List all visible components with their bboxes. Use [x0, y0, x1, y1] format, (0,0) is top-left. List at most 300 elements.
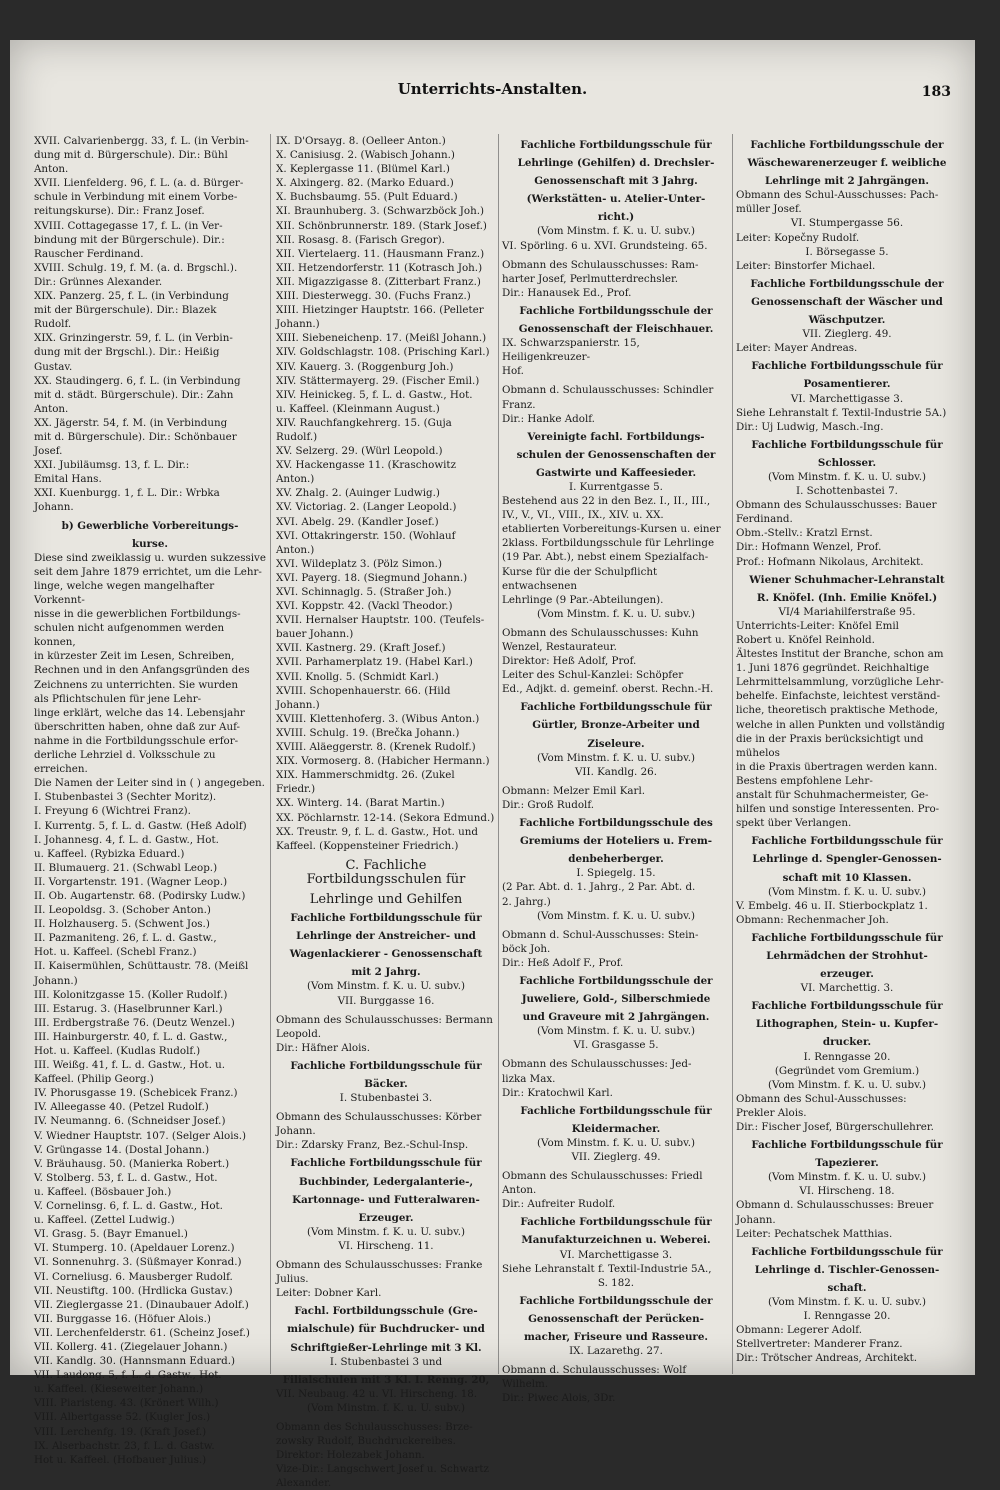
section-heading: Vereinigte fachl. Fortbildungs- [527, 430, 705, 443]
text-line: Dir.: Fischer Josef, Bürgerschullehrer. [736, 1121, 934, 1133]
section-heading: b) Gewerbliche Vorbereitungs- [61, 519, 239, 532]
text-line: Stellvertreter: Manderer Franz. [736, 1338, 903, 1351]
section-heading: (Werkstätten- u. Atelier-Unter- [526, 193, 706, 206]
text-line: X. Alxingerg. 82. (Marko Eduard.) [276, 177, 454, 190]
text-line: Kaffeel. (Philip Georg.) [34, 1073, 154, 1086]
section-heading: Fachl. Fortbildungsschule (Gre- [294, 1305, 478, 1318]
text-line: Dir.: Aufreiter Rudolf. [502, 1198, 616, 1211]
chapter-heading: C. Fachliche Fortbildungsschulen für [306, 857, 466, 887]
text-line: (Vom Minstm. f. K. u. U. subv.) [536, 1025, 696, 1038]
text-line: Rechnen und in den Anfangsgründen des [34, 664, 250, 677]
text-line: I. Johannesg. 4, f. L. d. Gastw., Hot. [34, 833, 219, 846]
text-line: Obmann des Schulausschusses: Bermann [276, 1013, 493, 1026]
text-line: VII. Kandlg. 26. [575, 765, 657, 778]
section-heading: Lehrmädchen der Strohhut- [766, 949, 928, 962]
section-heading: Posamentierer. [803, 378, 891, 391]
text-line: Johann.) [276, 318, 320, 331]
text-line: die in der Praxis berücksichtigt und mühelos [736, 732, 924, 759]
section-heading: Lehrlinge (Gehilfen) d. Drechsler- [517, 157, 715, 170]
section-heading: Tapezierer. [815, 1157, 879, 1170]
text-line: XV. Selzerg. 29. (Würl Leopold.) [276, 445, 443, 458]
section-heading: Fachliche Fortbildungsschule für [751, 835, 943, 848]
text-line: (Vom Minstm. f. K. u. U. subv.) [767, 470, 927, 483]
text-line: u. Kaffeel. (Zettel Ludwig.) [34, 1214, 175, 1227]
text-line: in die Praxis übertragen werden kann. [736, 760, 938, 773]
text-line: VI. Grasgasse 5. [573, 1039, 659, 1052]
section-heading: Bäcker. [364, 1078, 408, 1090]
text-line: I. Schottenbastei 7. [796, 485, 898, 498]
text-line: linge, welche wegen mangelhafter Vorkennt- [34, 579, 215, 606]
text-line: u. Kaffeel. (Kleinmann August.) [276, 402, 440, 415]
text-line: schulen nicht aufgenommen werden konnen, [34, 622, 225, 649]
text-line: Leiter: Pechatschek Matthias. [736, 1227, 893, 1240]
text-line: VII. Neustiftg. 100. (Hrdlicka Gustav.) [34, 1284, 233, 1297]
text-line: XIV. Kauerg. 3. (Roggenburg Joh.) [276, 360, 454, 373]
section-heading: und Graveure mit 2 Jahrgängen. [522, 1011, 710, 1024]
section-heading: Gastwirte und Kaffeesieder. [535, 466, 697, 479]
text-line: IX. Lazarethg. 27. [569, 1345, 663, 1358]
text-line: Obm.-Stellv.: Kratzl Ernst. [736, 527, 873, 540]
text-line: VIII. Albertgasse 52. (Kugler Jos.) [34, 1411, 211, 1424]
text-line: VII. Kollerg. 41. (Ziegelauer Johann.) [34, 1340, 228, 1353]
section-heading: denbeherberger. [568, 853, 664, 866]
text-line: VII. Zieglerg. 49. [802, 328, 892, 341]
text-line: Obmann des Schulausschusses: Jed- [502, 1058, 692, 1071]
text-line: XVIII. Schulg. 19, f. M. (a. d. Brgschl.). [34, 261, 238, 274]
text-line: Ältestes Institut der Branche, schon am [736, 648, 944, 661]
text-line: Leopold. [276, 1027, 322, 1040]
text-line: anstalt für Schuhmachermeister, Ge- [736, 789, 929, 802]
section-heading: schaft mit 10 Klassen. [782, 871, 912, 884]
text-line: VI. Stumpergasse 56. [790, 217, 904, 230]
text-line: VI. Spörling. 6 u. XVI. Grundsteing. 65. [502, 239, 708, 252]
text-line: III. Weißg. 41, f. L. d. Gastw., Hot. u. [34, 1059, 226, 1072]
text-line: Franz. [502, 398, 536, 411]
text-line: Gustav. [34, 360, 73, 373]
text-line: Anton. [34, 402, 69, 415]
column-3 [502, 134, 730, 1405]
text-line: Obmann: Rechenmacher Joh. [736, 913, 889, 926]
text-line: Zeichnens zu unterrichten. Sie wurden [34, 678, 239, 691]
text-line: II. Vorgartenstr. 191. (Wagner Leop.) [34, 875, 228, 888]
text-line: derliche Lehrziel d. Volksschule zu erreichen. [34, 749, 216, 776]
text-line: S. 182. [597, 1276, 635, 1289]
text-line: bauer Johann.) [276, 628, 354, 641]
text-line: nahme in die Fortbildungsschule erfor- [34, 734, 239, 747]
text-line: VII. Kandlg. 30. (Hannsmann Eduard.) [34, 1355, 236, 1368]
page-number: 183 [921, 84, 951, 100]
text-line: VII. Burggasse 16. [337, 994, 435, 1007]
text-line: I. Kurrentg. 5, f. L. d. Gastw. (Heß Adolf) [34, 819, 247, 832]
text-line: IX. D'Orsayg. 8. (Oelleer Anton.) [276, 135, 446, 147]
text-line: I. Renngasse 20. [803, 1050, 891, 1063]
section-heading: Fachliche Fortbildungsschule der [519, 974, 713, 987]
text-line: XIII. Hietzinger Hauptstr. 166. (Pelleter [276, 304, 484, 317]
text-line: XIX. Panzerg. 25, f. L. (in Verbindung [34, 290, 229, 303]
section-heading: Lithographen, Stein- u. Kupfer- [755, 1018, 939, 1031]
text-line: VI. Hirscheng. 11. [338, 1239, 434, 1252]
section-heading: Genossenschaft der Wäscher und [751, 295, 943, 308]
chapter-heading: Lehrlinge und Gehilfen [309, 891, 463, 907]
text-line: Dir.: Häfner Alois. [276, 1041, 370, 1054]
text-line: XVII. Kastnerg. 29. (Kraft Josef.) [276, 642, 446, 655]
text-line: Alexander. [276, 1477, 332, 1490]
text-line: Lehrmittelsammlung, vorzügliche Lehr- [736, 676, 944, 689]
text-line: Obmann des Schulausschusses: Kuhn [502, 626, 699, 639]
text-line: Obmann des Schulausschusses: Bauer [736, 499, 937, 512]
text-line: (2 Par. Abt. d. 1. Jahrg., 2 Par. Abt. d. [502, 881, 696, 894]
text-line: XIX. Vormoserg. 8. (Habicher Hermann.) [276, 755, 490, 768]
text-line: (Vom Minstm. f. K. u. U. subv.) [767, 1078, 927, 1091]
text-line: XVI. Schinnaglg. 5. (Straßer Joh.) [276, 586, 452, 598]
text-line: X. Canisiusg. 2. (Wabisch Johann.) [276, 149, 455, 162]
text-line: VI. Sonnenuhrg. 3. (Süßmayer Konrad.) [34, 1256, 242, 1269]
text-line: II. Kaisermühlen, Schüttaustr. 78. (Meißl [34, 960, 249, 973]
section-heading: Fachliche Fortbildungsschule der [750, 139, 944, 151]
text-line: Vize-Dir.: Langschwert Josef u. Schwartz [276, 1463, 489, 1476]
text-line: X. Buchsbaumg. 55. (Pult Eduard.) [276, 191, 458, 204]
section-heading: drucker. [822, 1036, 872, 1049]
text-line: XV. Victoriag. 2. (Langer Leopold.) [276, 501, 457, 514]
text-line: Dir.: Hofmann Wenzel, Prof. [736, 541, 882, 554]
text-line: Siehe Lehranstalt f. Textil-Industrie 5A.) [736, 406, 947, 419]
column-1 [34, 134, 266, 1466]
text-line: Johann. [736, 1213, 776, 1226]
section-heading: Genossenschaft mit 3 Jahrg. [534, 175, 698, 188]
section-heading: Fachliche Fortbildungsschule für [751, 438, 943, 451]
text-line: V. Grüngasse 14. (Dostal Johann.) [34, 1143, 210, 1156]
text-line: Siehe Lehranstalt f. Textil-Industrie 5A., [502, 1262, 712, 1275]
text-line: mit d. Bürgerschule). Dir.: Schönbauer [34, 430, 237, 443]
text-line: u. Kaffeel. (Kieseweiter Johann.) [34, 1383, 204, 1396]
text-line: I. Stubenbastei 3 (Sechter Moritz). [34, 791, 217, 804]
text-line: welche in allen Punkten und vollständig [736, 718, 945, 731]
section-heading: Wagenlackierer - Genossenschaft [289, 948, 483, 961]
text-line: XVI. Wildeplatz 3. (Pölz Simon.) [276, 557, 442, 570]
text-line: Hot. u. Kaffeel. (Kudlas Rudolf.) [34, 1045, 201, 1057]
text-line: (Vom Minstm. f. K. u. U. subv.) [536, 1136, 696, 1149]
text-line: liche, theoretisch praktische Methode, [736, 704, 939, 717]
text-line: Ed., Adjkt. d. gemeinf. oberst. Rechn.-H. [502, 683, 714, 696]
text-line: (Vom Minstm. f. K. u. U. subv.) [767, 1171, 927, 1184]
text-line: III. Erdbergstraße 76. (Deutz Wenzel.) [34, 1016, 235, 1029]
text-line: Rudolf. [34, 318, 72, 331]
text-line: XVI. Abelg. 29. (Kandler Josef.) [276, 515, 439, 528]
text-line: Leiter: Kopečny Rudolf. [736, 231, 860, 244]
text-line: XVII. Hernalser Hauptstr. 100. (Teufels- [276, 614, 485, 627]
text-line: I. Freyung 6 (Wichtrei Franz). [34, 805, 191, 818]
text-line: spekt über Verlangen. [736, 817, 852, 830]
text-line: VI. Marchettigasse 3. [790, 392, 904, 405]
text-line: u. Kaffeel. (Bösbauer Joh.) [34, 1185, 172, 1198]
text-line: XVIII. Klettenhoferg. 3. (Wibus Anton.) [276, 712, 480, 725]
section-heading: Fachliche Fortbildungsschule für [751, 360, 943, 373]
text-line: V. Embelg. 46 u. II. Stierbockplatz 1. [736, 899, 928, 912]
text-line: II. Blumauerg. 21. (Schwabl Leop.) [34, 861, 218, 874]
section-heading: Gremiums der Hoteliers u. Frem- [519, 835, 713, 848]
text-line: I. Börsegasse 5. [805, 245, 889, 258]
text-line: Lehrlinge (9 Par.-Abteilungen). [502, 593, 664, 606]
text-line: III. Kolonitzgasse 15. (Koller Rudolf.) [34, 988, 228, 1001]
text-line: I. Stubenbastei 3 und [329, 1355, 443, 1368]
section-heading: Lehrlinge d. Tischler-Genossen- [754, 1263, 940, 1276]
text-line: Johann.) [34, 974, 78, 987]
text-line: böck Joh. [502, 942, 551, 955]
text-line: Obmann des Schul-Ausschusses: [736, 1092, 907, 1105]
text-line: Wilhelm. [502, 1378, 549, 1391]
text-line: (Vom Minstm. f. K. u. U. subv.) [536, 751, 696, 764]
column-2 [276, 134, 496, 1490]
section-heading: Fachliche Fortbildungsschule für [751, 1139, 943, 1152]
text-line: Johann. [34, 501, 74, 514]
text-line: VI. Hirscheng. 18. [799, 1185, 895, 1198]
section-heading: schulen der Genossenschaften der [516, 448, 716, 461]
text-line: mit der Bürgerschule). Dir.: Blazek [34, 304, 217, 317]
text-line: Dir.: Grünnes Alexander. [34, 275, 163, 288]
text-line: XX. Winterg. 14. (Barat Martin.) [276, 797, 445, 810]
text-line: XV. Zhalg. 2. (Auinger Ludwig.) [276, 487, 440, 500]
section-heading: Wäschewarenerzeuger f. weibliche [747, 157, 947, 170]
text-line: XXI. Kuenburgg. 1, f. L. Dir.: Wrbka [34, 487, 220, 500]
text-line: Obmann d. Schul-Ausschusses: Stein- [502, 928, 699, 941]
text-line: Direktor: Holezabek Johann. [276, 1449, 425, 1462]
text-line: XIX. Hammerschmidtg. 26. (Zukel Friedr.) [276, 769, 455, 796]
text-line: harter Josef, Perlmutterdrechsler. [502, 272, 679, 285]
text-line: XX. Pöchlarnstr. 12-14. (Sekora Edmund.) [276, 811, 495, 824]
column-4 [736, 134, 958, 1384]
text-line: Obmann: Melzer Emil Karl. [502, 784, 646, 797]
text-line: XVIII. Cottagegasse 17, f. L. (in Ver- [34, 219, 223, 232]
text-line: Dir.: Uj Ludwig, Masch.-Ing. [736, 420, 884, 433]
text-line: II. Ob. Augartenstr. 68. (Podirsky Ludw.) [34, 889, 246, 902]
text-line: bindung mit der Bürgerschule). Dir.: [34, 233, 225, 246]
section-heading: Juweliere, Gold-, Silberschmiede [521, 993, 711, 1006]
section-heading: Ziseleure. [587, 737, 645, 750]
text-line: XX. Treustr. 9, f. L. d. Gastw., Hot. und [276, 825, 479, 838]
text-line: 2. Jahrg.) [502, 895, 551, 908]
text-line: XVIII. Schopenhauerstr. 66. (Hild Johann.) [276, 684, 451, 711]
text-line: XVI. Ottakringerstr. 150. (Wohlauf Anton.) [276, 529, 456, 556]
text-line: (Vom Minstm. f. K. u. U. subv.) [306, 980, 466, 993]
text-line: (Vom Minstm. f. K. u. U. subv.) [306, 1401, 466, 1414]
text-line: Dir.: Trötscher Andreas, Architekt. [736, 1352, 918, 1365]
text-line: Obmann d. Schulausschusses: Breuer [736, 1199, 934, 1212]
column-rule [270, 134, 271, 1374]
text-line: Johann. [276, 1125, 316, 1138]
text-line: VIII. Piaristeng. 43. (Krönert Wilh.) [34, 1397, 219, 1410]
text-line: Dir.: Hanke Adolf. [502, 412, 595, 425]
text-line: I. Kurrentgasse 5. [569, 480, 663, 493]
text-line: Hot u. Kaffeel. (Hofbauer Julius.) [34, 1453, 207, 1466]
text-line: XVII. Parhamerplatz 19. (Habel Karl.) [276, 656, 473, 669]
text-line: XIV. Rauchfangkehrerg. 15. (Guja Rudolf.) [276, 416, 452, 443]
text-line: VII. Lerchenfelderstr. 61. (Scheinz Josef.) [34, 1326, 250, 1339]
text-line: Bestehend aus 22 in den Bez. I., II., III., [502, 495, 711, 508]
section-heading: Fachliche Fortbildungsschule für [520, 1104, 712, 1117]
text-line: (19 Par. Abt.), nebst einem Spezialfach- [502, 551, 709, 564]
section-heading: Lehrlinge mit 2 Jahrgängen. [765, 175, 929, 188]
text-line: Josef. [34, 445, 63, 458]
section-heading: Genossenschaft der Fleischhauer. [518, 323, 714, 336]
section-heading: Fachliche Fortbildungsschule für [751, 1245, 943, 1258]
text-line: XIV. Stättermayerg. 29. (Fischer Emil.) [276, 374, 480, 387]
text-line: VI. Corneliusg. 6. Mausberger Rudolf. [34, 1270, 233, 1283]
text-line: (Gegründet vom Gremium.) [774, 1064, 920, 1077]
text-line: (Vom Minstm. f. K. u. U. subv.) [536, 909, 696, 922]
text-line: Kurse für die der Schulpflicht entwachsenen [502, 565, 658, 592]
text-line: VII. Zieglerg. 49. [571, 1151, 661, 1163]
text-line: Prof.: Hofmann Nikolaus, Architekt. [736, 555, 924, 568]
text-line: (Vom Minstm. f. K. u. U. subv.) [536, 607, 696, 620]
text-line: XXI. Jubiläumsg. 13, f. L. Dir.: [34, 459, 190, 472]
text-line: (Vom Minstm. f. K. u. U. subv.) [767, 885, 927, 898]
text-line: behelfe. Einfachste, leichtest verständ- [736, 690, 941, 703]
text-line: Emital Hans. [34, 473, 102, 486]
column-rule [732, 134, 733, 1374]
text-line: zowsky Rudolf, Buchdruckereibes. [276, 1435, 456, 1448]
text-line: linge erklärt, welche das 14. Lebensjahr [34, 706, 245, 719]
text-line: XII. Rosasg. 8. (Farisch Gregor). [276, 233, 445, 246]
text-line: (Vom Minstm. f. K. u. U. subv.) [306, 1225, 466, 1238]
text-line: VIII. Lerchenfg. 19. (Kraft Josef.) [34, 1425, 207, 1438]
text-line: Anton. [502, 1184, 537, 1197]
text-line: IV. Neumanng. 6. (Schneidser Josef.) [34, 1115, 226, 1128]
section-heading: Filialschulen mit 3 Kl. I. Renng. 20, [282, 1373, 490, 1386]
page-header-title: Unterrichts-Anstalten. [397, 80, 588, 98]
text-line: Robert u. Knöfel Reinhold. [736, 634, 875, 646]
text-line: V. Cornelinsg. 6, f. L. d. Gastw., Hot. [34, 1200, 223, 1213]
text-line: Obmann des Schulausschusses: Friedl [502, 1170, 703, 1183]
text-line: Dir.: Hanausek Ed., Prof. [502, 286, 632, 299]
text-line: (Vom Minstm. f. K. u. U. subv.) [536, 225, 696, 238]
text-line: XX. Staudingerg. 6, f. L. (in Verbindung [34, 374, 241, 387]
text-line: Dir.: Piwec Alois, 3Dr. [502, 1392, 616, 1405]
section-heading: Fachliche Fortbildungsschule für [751, 1000, 943, 1013]
section-heading: macher, Friseure und Rasseure. [524, 1331, 708, 1344]
text-line: seit dem Jahre 1879 errichtet, um die Lehr- [34, 565, 262, 578]
section-heading: Fachliche Fortbildungsschule für [520, 701, 712, 714]
section-heading: Fachliche Fortbildungsschule für [290, 912, 482, 925]
section-heading: Fachliche Fortbildungsschule der [750, 277, 944, 290]
section-heading: Wäschputzer. [808, 314, 886, 327]
section-heading: Fachliche Fortbildungsschule der [519, 304, 713, 317]
text-line: Obmann des Schulausschusses: Ram- [502, 258, 699, 271]
text-line: in kürzester Zeit im Lesen, Schreiben, [34, 650, 235, 663]
text-line: Dir.: Groß Rudolf. [502, 798, 595, 811]
text-line: Leiter: Binstorfer Michael. [736, 259, 876, 272]
text-line: Dir.: Kratochwil Karl. [502, 1086, 613, 1099]
text-line: XX. Jägerstr. 54, f. M. (in Verbindung [34, 416, 228, 429]
text-line: Anton. [34, 163, 69, 176]
text-line: Wenzel, Restaurateur. [502, 641, 617, 653]
section-heading: mialschule) für Buchdrucker- und [287, 1323, 485, 1336]
text-line: überschritten haben, ohne daß zur Auf- [34, 720, 240, 733]
text-line: V. Stolberg. 53, f. L. d. Gastw., Hot. [34, 1171, 218, 1184]
text-line: XII. Viertelaerg. 11. (Hausmann Franz.) [276, 247, 485, 260]
text-line: II. Holzhauserg. 5. (Schwent Jos.) [34, 918, 210, 931]
section-heading: Gürtler, Bronze-Arbeiter und [532, 719, 700, 732]
text-line: VI. Marchettigasse 3. [559, 1248, 673, 1261]
text-line: als Pflichtschulen für jene Lehr- [34, 692, 202, 705]
section-heading: Manufakturzeichnen u. Weberei. [521, 1234, 711, 1247]
text-line: 2klass. Fortbildungsschule für Lehrlinge [502, 537, 715, 550]
section-heading: Genossenschaft der Perücken- [528, 1312, 704, 1325]
text-line: X. Keplergasse 11. (Blümel Karl.) [276, 163, 450, 176]
section-heading: Fachliche Fortbildungsschule für [520, 1216, 712, 1229]
text-line: (Vom Minstm. f. K. u. U. subv.) [767, 1296, 927, 1309]
section-heading: Erzeuger. [358, 1211, 414, 1224]
text-line: VII. Laudong. 5, f. L. d. Gastw., Hot. [34, 1369, 222, 1382]
section-heading: Buchbinder, Ledergalanterie-, [298, 1175, 474, 1188]
text-line: I. Spiegelg. 15. [576, 867, 656, 880]
section-heading: kurse. [132, 537, 168, 550]
text-line: XI. Braunhuberg. 3. (Schwarzböck Joh.) [276, 205, 485, 218]
text-line: etablierten Vorbereitungs-Kursen u. einer [502, 523, 721, 536]
section-heading: richt.) [597, 211, 635, 224]
section-heading: Fachliche Fortbildungsschule für [290, 1157, 482, 1170]
text-line: XVII. Calvarienbergg. 33, f. L. (in Verbin- [34, 135, 249, 147]
text-line: IX. Schwarzspanierstr. 15, Heiligenkreuzer- [502, 337, 640, 364]
section-heading: Kartonnage- und Futteralwaren- [292, 1193, 480, 1206]
text-line: Obmann des Schulausschusses: Franke [276, 1259, 483, 1272]
text-line: XV. Hackengasse 11. (Kraschowitz Anton.) [276, 459, 456, 486]
text-line: I. Stubenbastei 3. [339, 1092, 433, 1105]
text-line: Obmann des Schulausschusses: Körber [276, 1111, 482, 1124]
text-line: Prekler Alois. [736, 1106, 807, 1119]
text-line: Leiter: Mayer Andreas. [736, 342, 858, 355]
text-line: XII. Hetzendorferstr. 11 (Kotrasch Joh.) [276, 261, 483, 274]
text-line: IV. Alleegasse 40. (Petzel Rudolf.) [34, 1101, 209, 1114]
section-heading: erzeuger. [820, 968, 874, 981]
text-line: XVIII. Schulg. 19. (Brečka Johann.) [276, 726, 460, 739]
text-line: VI. Grasg. 5. (Bayr Emanuel.) [34, 1228, 188, 1241]
text-line: Leiter: Dobner Karl. [276, 1287, 382, 1300]
text-line: Obmann des Schulausschusses: Brze- [276, 1420, 473, 1433]
section-heading: Schriftgießer-Lehrlinge mit 3 Kl. [290, 1341, 482, 1354]
section-heading: Fachliche Fortbildungsschule für [520, 139, 712, 151]
text-line: Obmann des Schul-Ausschusses: Pach- [736, 189, 939, 202]
document-page [10, 40, 975, 1490]
text-line: dung mit d. Bürgerschule). Dir.: Bühl [34, 149, 228, 162]
text-line: Bestens empfohlene Lehr- [736, 774, 873, 787]
text-line: Julius. [276, 1273, 309, 1286]
text-line: II. Leopoldsg. 3. (Schober Anton.) [34, 904, 211, 917]
section-heading: Fachliche Fortbildungsschule der [519, 1294, 713, 1307]
text-line: XIV. Heinickeg. 5, f. L. d. Gastw., Hot. [276, 388, 473, 401]
text-line: XIII. Siebeneichenp. 17. (Meißl Johann.) [276, 332, 487, 345]
text-line: V. Wiedner Hauptstr. 107. (Selger Alois.) [34, 1129, 247, 1142]
section-heading: Fachliche Fortbildungsschule für [751, 931, 943, 944]
text-line: VII. Zieglergasse 21. (Dinaubauer Adolf.) [34, 1298, 249, 1311]
section-heading: Schlosser. [817, 456, 877, 469]
text-line: XIX. Grinzingerstr. 59, f. L. (in Verbin- [34, 332, 233, 345]
text-line: I. Renngasse 20. [803, 1310, 891, 1323]
text-line: III. Estarug. 3. (Haselbrunner Karl.) [34, 1002, 223, 1015]
text-line: Obmann d. Schulausschusses: Wolf [502, 1364, 687, 1377]
text-line: dung mit der Brgschl.). Dir.: Heißig [34, 346, 220, 359]
section-heading: Lehrlinge d. Spengler-Genossen- [752, 853, 942, 866]
text-line: Obmann d. Schulausschusses: Schindler [502, 384, 714, 397]
text-line: Leiter des Schul-Kanzlei: Schöpfer [502, 669, 684, 682]
text-line: Hof. [502, 365, 524, 378]
text-line: VII. Burggasse 16. (Höfuer Alois.) [34, 1312, 211, 1325]
section-heading: Fachliche Fortbildungsschule für [290, 1059, 482, 1072]
text-line: IV., V., VI., VIII., IX., XIV. u. XX. [502, 509, 664, 522]
section-heading: R. Knöfel. (Inh. Emilie Knöfel.) [756, 591, 938, 604]
text-line: XVIII. Aläeggerstr. 8. (Krenek Rudolf.) [276, 741, 476, 754]
text-line: II. Pazmaniteng. 26, f. L. d. Gastw., [34, 932, 217, 945]
text-line: VI/4 Mariahilferstraße 95. [778, 605, 916, 618]
